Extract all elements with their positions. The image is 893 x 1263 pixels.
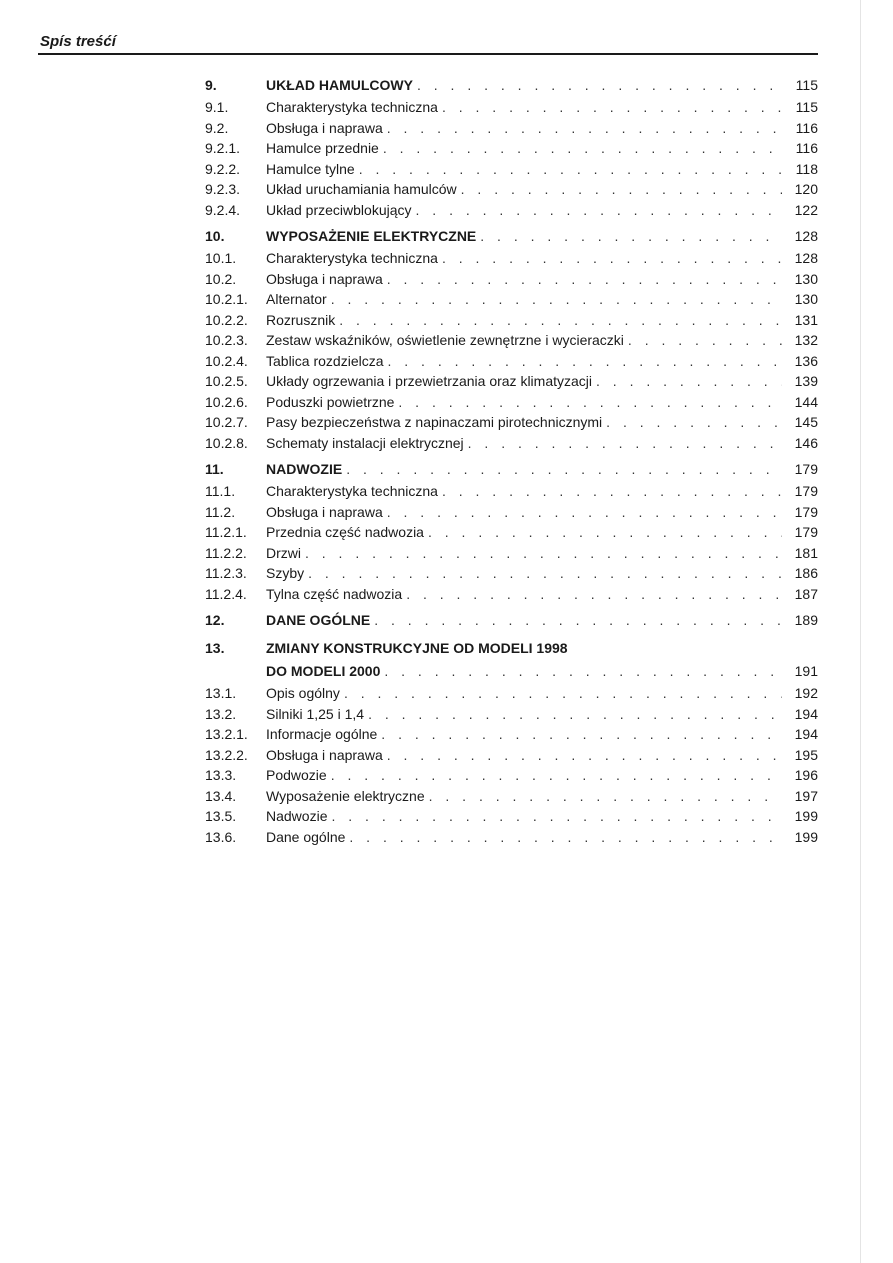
toc-dot-leader <box>308 563 782 584</box>
toc-page-number: 115 <box>795 99 818 115</box>
toc-dot-leader <box>387 502 782 523</box>
toc-entry-number: 10.2.3. <box>205 332 248 348</box>
toc-page-number: 191 <box>794 663 818 679</box>
toc-entry-number: 10.2.5. <box>205 373 248 389</box>
toc-page-number: 194 <box>794 705 818 722</box>
toc-page-number: 144 <box>794 393 818 410</box>
toc-entry-title: Opis ogólny <box>266 685 340 701</box>
toc-page-number: 122 <box>794 201 818 218</box>
toc-page-number: 145 <box>794 414 818 430</box>
toc-entry-title: Obsługa i naprawa <box>266 503 383 520</box>
toc-page-number: 131 <box>794 311 818 328</box>
toc-entry-number: 11.2.1. <box>205 524 247 540</box>
toc-page-number: 179 <box>794 503 818 520</box>
toc-chapter-row[interactable] <box>205 458 818 481</box>
toc-entry-number: 11. <box>205 461 224 477</box>
toc-entry-title: Pasy bezpieczeństwa z napinaczami pirotechnicznymi <box>266 414 603 430</box>
toc-entry-row[interactable] <box>205 200 818 221</box>
toc-page-number: 179 <box>794 524 818 540</box>
toc-page-number: 118 <box>795 160 818 177</box>
toc-entry-title: Obsługa i naprawa <box>266 270 383 287</box>
toc-entry-number: 9.2. <box>205 119 229 136</box>
toc-entry-number: 11.2.2. <box>205 544 247 561</box>
toc-page-number: 196 <box>794 767 818 783</box>
toc-dot-leader <box>368 704 782 725</box>
table-of-contents <box>205 74 818 847</box>
toc-entry-number: 11.2.4. <box>205 585 247 602</box>
toc-entry-number: 9.2.1. <box>205 140 241 156</box>
toc-entry-row[interactable] <box>205 159 818 180</box>
toc-dot-leader <box>384 660 782 683</box>
toc-dot-leader <box>468 433 782 454</box>
toc-entry-title: Układy ogrzewania i przewietrzania oraz klimatyzacji <box>266 373 593 389</box>
toc-dot-leader <box>374 609 782 632</box>
toc-entry-row[interactable] <box>205 584 818 605</box>
toc-dot-leader <box>387 745 782 766</box>
toc-entry-row[interactable] <box>205 806 818 827</box>
toc-dot-leader <box>381 724 782 745</box>
toc-page-number: 146 <box>794 434 818 451</box>
toc-page-number: 179 <box>794 483 818 499</box>
toc-dot-leader <box>461 179 782 200</box>
toc-dot-leader <box>339 310 782 331</box>
toc-entry-number: 10.2.2. <box>205 311 248 328</box>
page-header-title: Spís treśćí <box>40 33 116 50</box>
toc-entry-row[interactable] <box>205 351 818 372</box>
toc-entry-row[interactable] <box>205 97 818 118</box>
toc-page-number: 187 <box>794 585 818 602</box>
toc-chapter-row[interactable] <box>205 609 818 632</box>
toc-entry-title: Charakterystyka techniczna <box>266 483 438 499</box>
toc-dot-leader <box>406 584 782 605</box>
toc-entry-title: ZMIANY KONSTRUKCYJNE OD MODELI 1998 <box>266 640 568 656</box>
toc-entry-title: Przednia część nadwozia <box>266 524 424 540</box>
toc-dot-leader <box>442 97 782 118</box>
toc-page-number: 197 <box>794 787 818 804</box>
toc-entry-number: 10.2.1. <box>205 291 248 307</box>
toc-entry-title: Hamulce przednie <box>266 140 379 156</box>
toc-dot-leader <box>398 392 782 413</box>
toc-entry-number: 10.2.7. <box>205 414 248 430</box>
toc-entry-title: Szyby <box>266 565 305 581</box>
toc-entry-row[interactable] <box>205 827 818 848</box>
toc-entry-row[interactable] <box>205 412 818 433</box>
toc-page-number: 186 <box>794 565 818 581</box>
toc-dot-leader <box>387 269 782 290</box>
toc-page-number: 128 <box>794 228 818 244</box>
toc-entry-title: Informacje ogólne <box>266 726 378 742</box>
toc-page-number: 195 <box>794 746 818 763</box>
toc-dot-leader <box>480 225 782 248</box>
toc-entry-title: Tablica rozdzielcza <box>266 352 384 369</box>
toc-entry-number: 11.2. <box>205 503 236 520</box>
toc-page-number: 189 <box>794 612 818 628</box>
toc-page-number: 116 <box>795 140 818 156</box>
toc-entry-number: 13. <box>205 640 225 656</box>
toc-dot-leader <box>416 200 782 221</box>
toc-entry-number: 13.4. <box>205 787 237 804</box>
toc-section <box>205 74 818 220</box>
toc-entry-number: 11.2.3. <box>205 565 247 581</box>
toc-entry-row[interactable] <box>205 786 818 807</box>
toc-entry-title: DANE OGÓLNE <box>266 612 371 628</box>
toc-entry-row[interactable] <box>205 371 818 392</box>
toc-entry-title: Podwozie <box>266 767 327 783</box>
toc-entry-number: 10.2.6. <box>205 393 248 410</box>
toc-dot-leader <box>417 74 782 97</box>
toc-dot-leader <box>388 351 783 372</box>
toc-dot-leader <box>628 330 782 351</box>
toc-dot-leader <box>428 522 782 543</box>
toc-page-number: 120 <box>794 181 818 197</box>
toc-entry-row[interactable] <box>205 289 818 310</box>
toc-dot-leader <box>331 806 782 827</box>
toc-entry-row[interactable] <box>205 543 818 564</box>
toc-page-number: 181 <box>794 544 818 561</box>
toc-dot-leader <box>359 159 782 180</box>
toc-dot-leader <box>383 138 782 159</box>
toc-page-number: 115 <box>795 77 818 93</box>
toc-entry-row[interactable] <box>205 745 818 766</box>
toc-entry-row[interactable] <box>205 330 818 351</box>
toc-entry-title: Poduszki powietrzne <box>266 393 395 410</box>
page-edge-line <box>860 0 861 1263</box>
toc-entry-number: 10. <box>205 228 225 244</box>
toc-dot-leader <box>442 481 782 502</box>
toc-entry-title: WYPOSAŻENIE ELEKTRYCZNE <box>266 228 477 244</box>
toc-dot-leader <box>349 827 782 848</box>
toc-entry-number: 10.1. <box>205 250 237 266</box>
toc-chapter-row[interactable] <box>205 660 818 683</box>
toc-page-number: 194 <box>794 726 818 742</box>
toc-section <box>205 609 818 632</box>
header-divider <box>38 53 818 55</box>
toc-dot-leader <box>387 118 782 139</box>
toc-entry-row[interactable] <box>205 724 818 745</box>
toc-page-number: 179 <box>794 461 818 477</box>
toc-page-number: 192 <box>794 685 818 701</box>
toc-dot-leader <box>442 248 782 269</box>
toc-entry-row[interactable] <box>205 765 818 786</box>
toc-entry-number: 10.2.8. <box>205 434 248 451</box>
toc-entry-number: 9.1. <box>205 99 229 115</box>
toc-entry-title: Układ przeciwblokujący <box>266 201 412 218</box>
toc-page-number: 199 <box>794 808 818 824</box>
toc-entry-row[interactable] <box>205 481 818 502</box>
toc-page-number: 136 <box>794 352 818 369</box>
toc-entry-row[interactable] <box>205 248 818 269</box>
toc-entry-title: Rozrusznik <box>266 311 336 328</box>
toc-entry-title: DO MODELI 2000 <box>266 663 381 679</box>
toc-entry-title: Schematy instalacji elektrycznej <box>266 434 464 451</box>
toc-dot-leader <box>344 683 782 704</box>
toc-entry-row[interactable] <box>205 269 818 290</box>
toc-entry-title: Obsługa i naprawa <box>266 119 383 136</box>
toc-entry-title: NADWOZIE <box>266 461 343 477</box>
toc-entry-row[interactable] <box>205 392 818 413</box>
toc-chapter-row[interactable] <box>205 225 818 248</box>
toc-entry-title: Obsługa i naprawa <box>266 746 383 763</box>
toc-entry-title: UKŁAD HAMULCOWY <box>266 77 413 93</box>
toc-page-number: 128 <box>794 250 818 266</box>
toc-dot-leader <box>305 543 782 564</box>
toc-dot-leader <box>429 786 782 807</box>
toc-entry-title: Alternator <box>266 291 327 307</box>
toc-entry-number: 9.2.3. <box>205 181 241 197</box>
toc-page-number: 116 <box>795 119 818 136</box>
toc-entry-row[interactable] <box>205 502 818 523</box>
toc-entry-row[interactable] <box>205 563 818 584</box>
toc-entry-row[interactable] <box>205 179 818 200</box>
toc-entry-number: 9.2.2. <box>205 160 241 177</box>
toc-entry-number: 10.2. <box>205 270 237 287</box>
toc-entry-number: 13.2. <box>205 705 237 722</box>
toc-dot-leader <box>596 371 782 392</box>
toc-entry-title: Silniki 1,25 i 1,4 <box>266 705 365 722</box>
toc-entry-title: Zestaw wskaźników, oświetlenie zewnętrzne i wycieraczki <box>266 332 624 348</box>
toc-entry-number: 13.3. <box>205 767 237 783</box>
toc-dot-leader <box>606 412 782 433</box>
toc-entry-number: 13.1. <box>205 685 237 701</box>
toc-dot-leader <box>331 765 782 786</box>
toc-dot-leader <box>331 289 782 310</box>
toc-section <box>205 637 818 847</box>
toc-entry-title: Wyposażenie elektryczne <box>266 787 425 804</box>
toc-entry-title: Hamulce tylne <box>266 160 355 177</box>
toc-entry-number: 12. <box>205 612 225 628</box>
toc-chapter-row[interactable] <box>205 74 818 97</box>
toc-entry-row[interactable] <box>205 310 818 331</box>
toc-entry-row[interactable] <box>205 683 818 704</box>
toc-entry-row[interactable] <box>205 433 818 454</box>
toc-page-number: 130 <box>794 270 818 287</box>
toc-section <box>205 458 818 604</box>
toc-entry-row[interactable] <box>205 138 818 159</box>
toc-dot-leader <box>346 458 782 481</box>
toc-page-number: 130 <box>794 291 818 307</box>
toc-page-number: 199 <box>794 828 818 845</box>
toc-entry-title: Charakterystyka techniczna <box>266 99 438 115</box>
toc-entry-number: 10.2.4. <box>205 352 248 369</box>
toc-entry-title: Dane ogólne <box>266 828 346 845</box>
toc-entry-title: Drzwi <box>266 544 301 561</box>
toc-page-number: 139 <box>794 373 818 389</box>
toc-entry-number: 13.5. <box>205 808 237 824</box>
toc-entry-number: 11.1. <box>205 483 236 499</box>
toc-entry-title: Nadwozie <box>266 808 328 824</box>
toc-section <box>205 225 818 453</box>
toc-chapter-row[interactable] <box>205 637 818 660</box>
toc-entry-row[interactable] <box>205 704 818 725</box>
toc-entry-title: Tylna część nadwozia <box>266 585 403 602</box>
toc-entry-title: Charakterystyka techniczna <box>266 250 438 266</box>
toc-page-number: 132 <box>794 332 818 348</box>
toc-entry-row[interactable] <box>205 118 818 139</box>
toc-entry-number: 13.6. <box>205 828 237 845</box>
toc-entry-number: 13.2.1. <box>205 726 248 742</box>
toc-entry-title: Układ uruchamiania hamulców <box>266 181 457 197</box>
toc-entry-number: 13.2.2. <box>205 746 248 763</box>
toc-entry-number: 9.2.4. <box>205 201 241 218</box>
toc-entry-row[interactable] <box>205 522 818 543</box>
toc-entry-number: 9. <box>205 77 217 93</box>
